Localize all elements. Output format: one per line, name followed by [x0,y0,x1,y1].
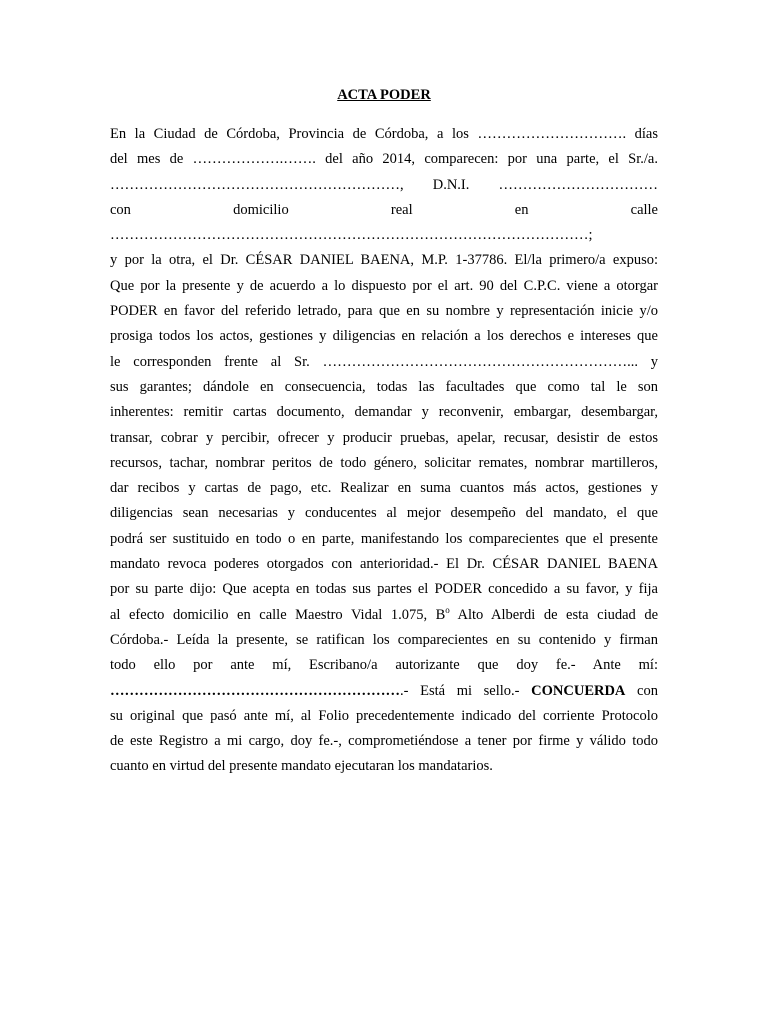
body-line: le corresponden frente al Sr. ………………………………………………………... y [110,353,658,370]
body-line-final: cuanto en virtud del presente mandato ejecutaran los mandatarios. [110,758,493,775]
seal-text: .- Está mi sello.- [400,682,532,699]
body-line: prosiga todos los actos, gestiones y diligencias en relación a los derechos e intereses que [110,328,658,345]
body-line: dar recibos y cartas de pago, etc. Realizar en suma cuantos más actos, gestiones y [110,480,658,497]
body-line: su original que pasó ante mí, al Folio precedentemente indicado del corriente Protocolo [110,707,658,724]
body-line: todo ello por ante mí, Escribano/a autorizante que doy fe.- Ante mí: [110,657,658,674]
body-line: con domicilio real en calle [110,201,658,218]
body-line: de este Registro a mi cargo, doy fe.-, comprometiéndose a tener por firme y válido todo [110,733,658,750]
body-line: y por la otra, el Dr. CÉSAR DANIEL BAENA, M.P. 1-37786. El/la primero/a expuso: [110,252,658,269]
document-body [110,122,658,780]
body-line: Que por la presente y de acuerdo a lo dispuesto por el art. 90 del C.P.C. viene a otorgar [110,277,658,294]
superscript-o: o [445,604,450,615]
body-line: sus garantes; dándole en consecuencia, todas las facultades que como tal le son [110,378,658,395]
body-line: En la Ciudad de Córdoba, Provincia de Córdoba, a los …………………………. días [110,126,658,142]
body-line: podrá ser sustituido en todo o en parte, manifestando los comparecientes que el presente [110,530,658,547]
concuerda-post: con [625,682,658,699]
document-title: ACTA PODER [337,87,431,103]
address-text-post: Alto Alberdi de esta ciudad de [449,606,658,623]
address-text-pre: al efecto domicilio en calle Maestro Vidal 1.075, B [110,606,446,623]
body-line-concuerda [110,679,658,704]
body-line: mandato revoca poderes otorgados con anterioridad.- El Dr. CÉSAR DANIEL BAENA [110,556,658,573]
body-line: PODER en favor del referido letrado, para que en su nombre y representación inicie y/o [110,303,658,320]
body-line: diligencias sean necesarias y conducentes al mejor desempeño del mandato, el que [110,505,658,522]
concuerda-text: CONCUERDA [531,682,626,699]
body-line: ………………………………………………………………………………………; [110,227,593,244]
body-line: del mes de ……………….……. del año 2014, comparecen: por una parte, el Sr./a. [110,151,658,168]
body-line-address [110,603,658,628]
signature-dots: …………………………………………………… [110,682,400,699]
body-line: por su parte dijo: Que acepta en todas sus partes el PODER concedido a su favor, y fija [110,581,658,598]
body-line: transar, cobrar y percibir, ofrecer y producir pruebas, apelar, recusar, desistir de estos [110,429,658,446]
body-line: Córdoba.- Leída la presente, se ratifican los comparecientes en su contenido y firman [110,631,658,648]
body-line: inherentes: remitir cartas documento, demandar y reconvenir, embargar, desembargar, [110,404,658,421]
body-line: ……………………………………………………, D.N.I. …………………………… [110,176,658,193]
body-line: recursos, tachar, nombrar peritos de todo género, solicitar remates, nombrar martilleros, [110,454,658,471]
